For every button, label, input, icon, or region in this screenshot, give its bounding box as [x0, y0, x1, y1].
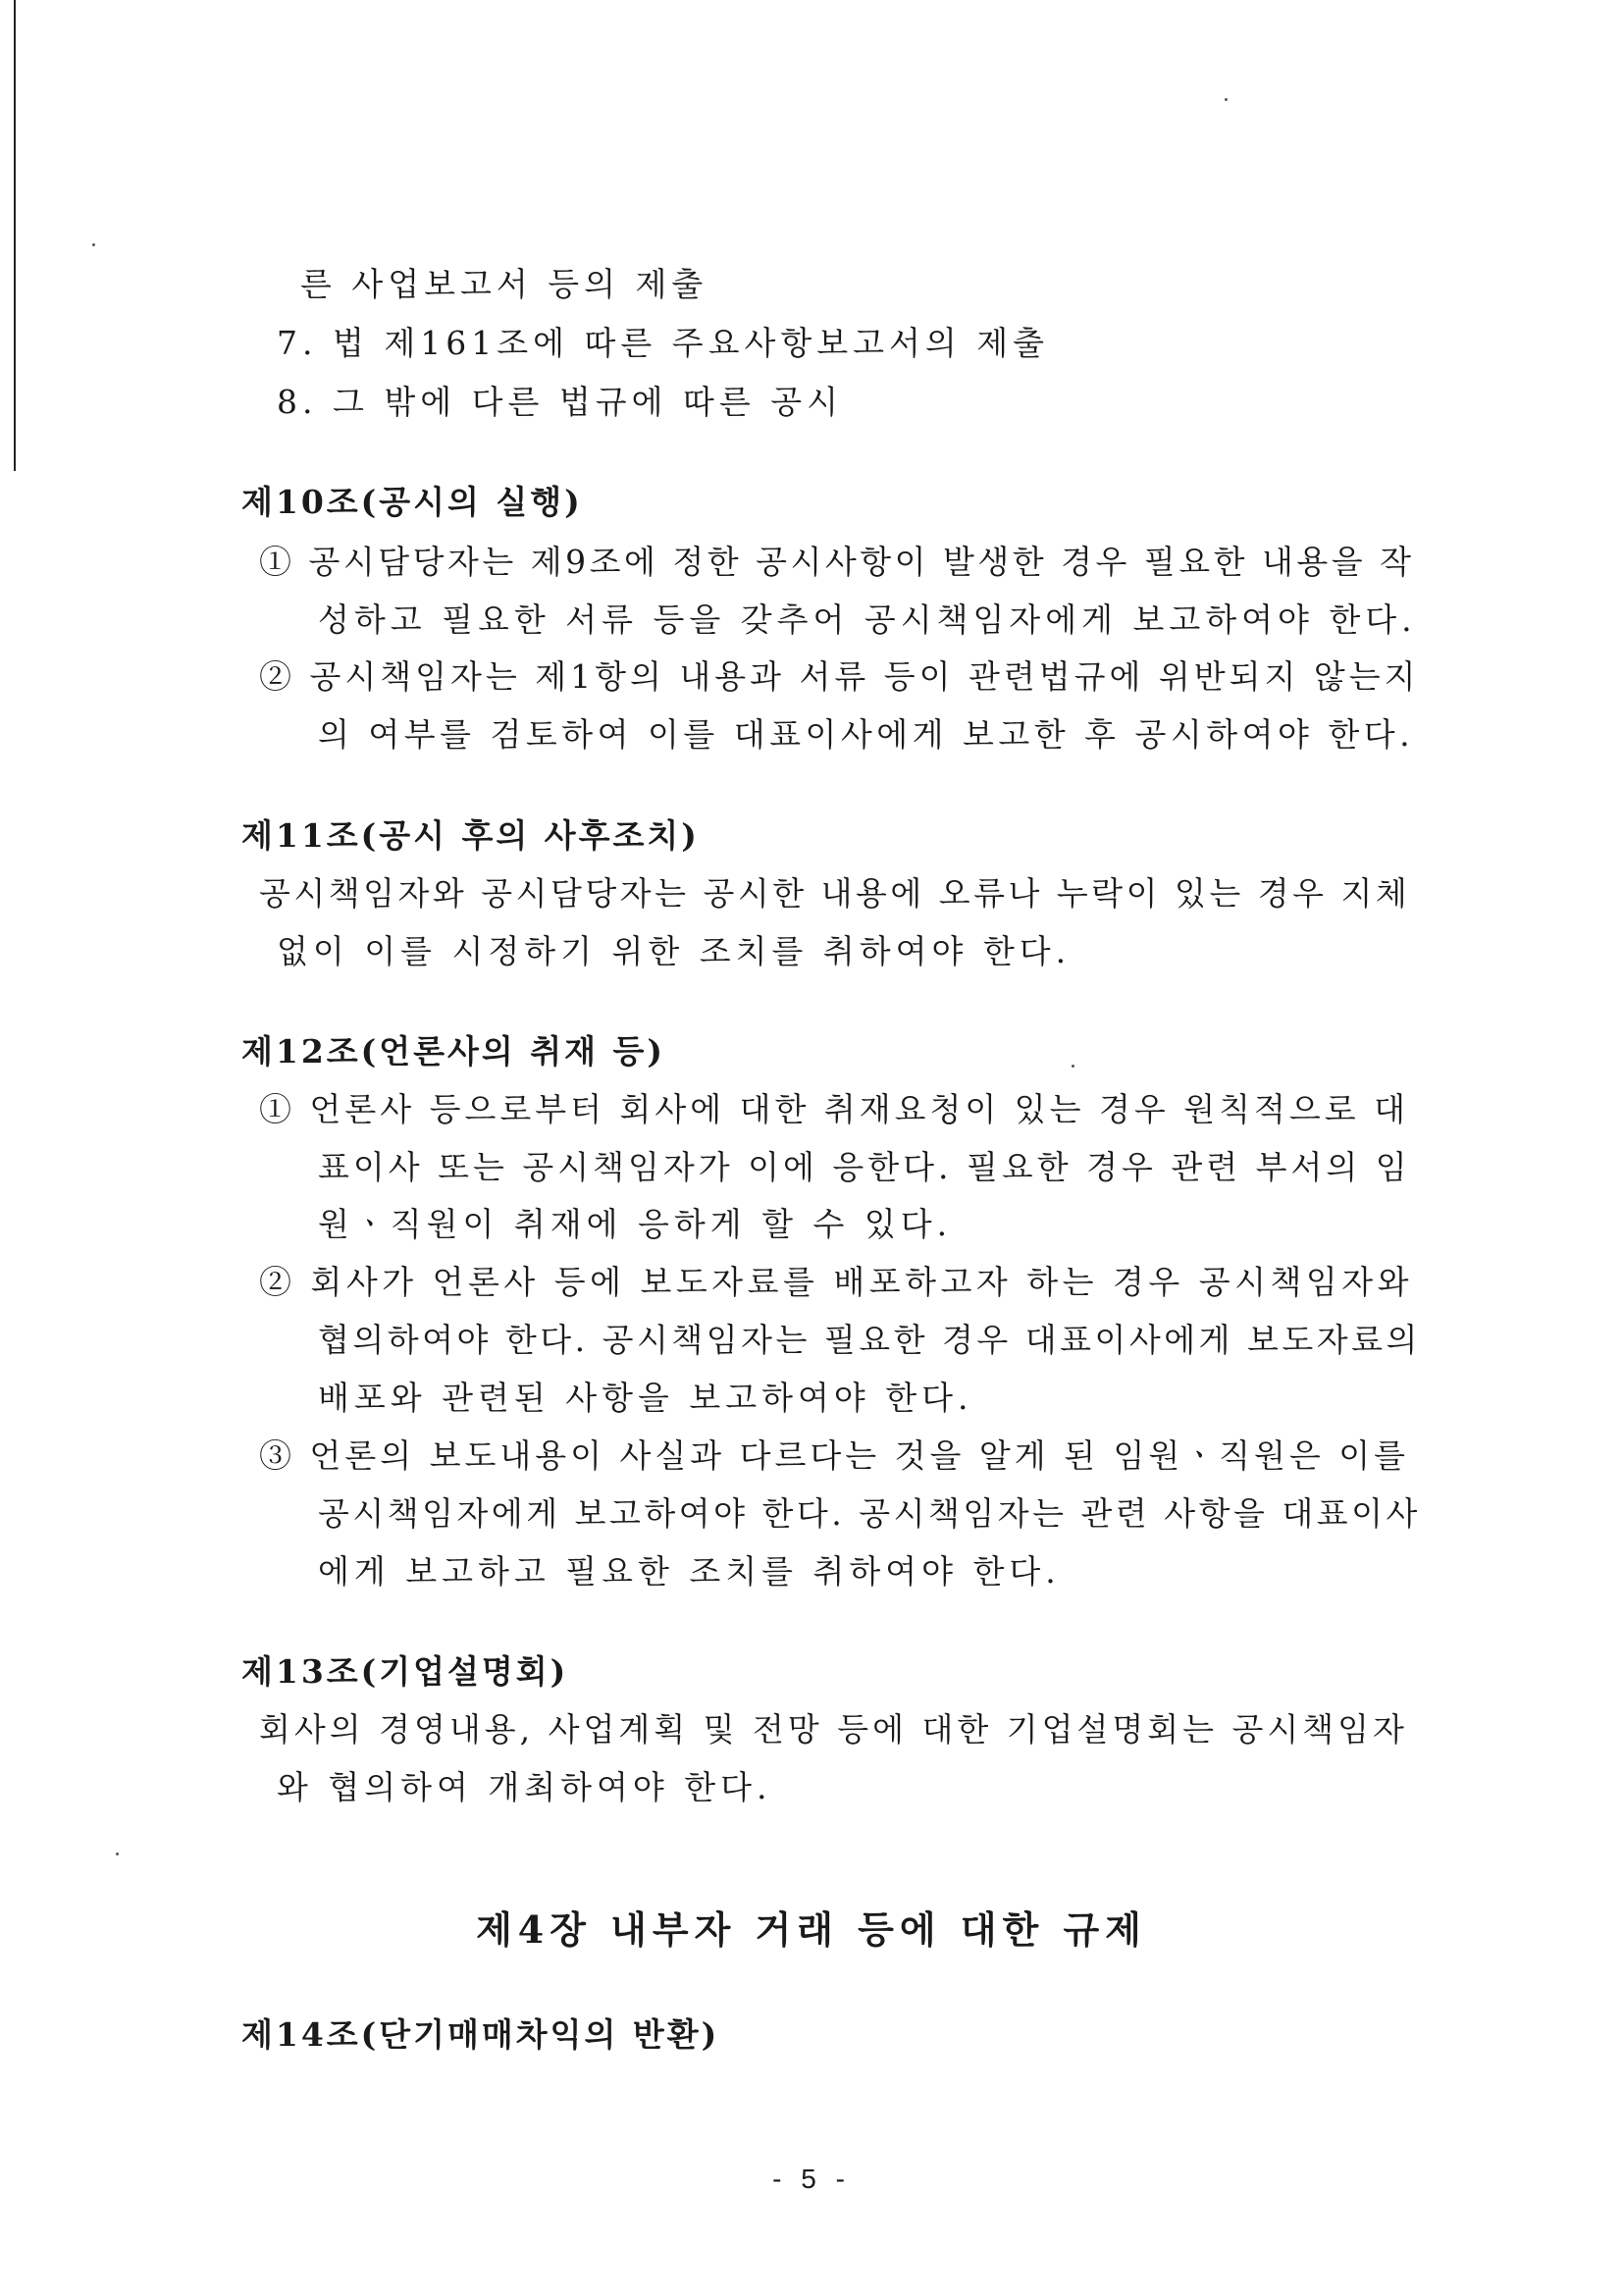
article-14-title: 제14조(단기매매차익의 반환) — [241, 2015, 720, 2054]
article-12-para-3-line-2: 공시책임자에게 보고하여야 한다. 공시책임자는 관련 사항을 대표이사 — [318, 1494, 1421, 1533]
article-11-title: 제11조(공시 후의 사후조치) — [241, 816, 700, 855]
article-12-para-1-line-3: 원ㆍ직원이 취재에 응하게 할 수 있다. — [318, 1205, 953, 1243]
article-10-title: 제10조(공시의 실행) — [241, 483, 583, 521]
article-12-title: 제12조(언론사의 취재 등) — [241, 1032, 666, 1070]
article-12-para-1-line-1: ① 언론사 등으로부터 회사에 대한 취재요청이 있는 경우 원칙적으로 대 — [259, 1090, 1409, 1128]
article-12-para-2-line-2: 협의하여야 한다. 공시책임자는 필요한 경우 대표이사에게 보도자료의 — [318, 1321, 1421, 1359]
article-12-para-2-line-1: ② 회사가 언론사 등에 보도자료를 배포하고자 하는 경우 공시책임자와 — [259, 1263, 1414, 1301]
article-12-para-3-line-3: 에게 보고하고 필요한 조치를 취하여야 한다. — [318, 1552, 1061, 1591]
list-item-continued: 른 사업보고서 등의 제출 — [300, 265, 708, 303]
article-10-para-2-line-2: 의 여부를 검토하여 이를 대표이사에게 보고한 후 공시하여야 한다. — [318, 715, 1415, 754]
scan-speck — [116, 1852, 119, 1855]
article-12-para-2-line-3: 배포와 관련된 사항을 보고하여야 한다. — [318, 1379, 973, 1417]
scan-speck — [92, 243, 95, 246]
scan-speck — [1072, 1065, 1074, 1068]
chapter-4-heading: 제4장 내부자 거래 등에 대한 규제 — [476, 1907, 1147, 1952]
page-number: - 5 - — [772, 2164, 851, 2194]
article-10-para-1-line-2: 성하고 필요한 서류 등을 갖추어 공시책임자에게 보고하여야 한다. — [318, 600, 1417, 639]
article-13-title: 제13조(기업설명회) — [241, 1652, 569, 1691]
scan-speck — [1225, 98, 1228, 101]
article-13-body-line-2: 와 협의하여 개최하여야 한다. — [277, 1768, 772, 1806]
article-10-para-1-line-1: ① 공시담당자는 제9조에 정한 공시사항이 발생한 경우 필요한 내용을 작 — [259, 543, 1415, 581]
list-item-8: 8. 그 밖에 다른 법규에 따른 공시 — [277, 383, 843, 421]
article-13-body-line-1: 회사의 경영내용, 사업계획 및 전망 등에 대한 기업설명회는 공시책임자 — [259, 1710, 1408, 1748]
list-item-7: 7. 법 제161조에 따른 주요사항보고서의 제출 — [277, 324, 1049, 362]
article-11-body-line-1: 공시책임자와 공시담당자는 공시한 내용에 오류나 누락이 있는 경우 지체 — [259, 874, 1411, 913]
article-10-para-2-line-1: ② 공시책임자는 제1항의 내용과 서류 등이 관련법규에 위반되지 않는지 — [259, 657, 1420, 696]
scan-edge-line — [14, 0, 16, 471]
article-12-para-3-line-1: ③ 언론의 보도내용이 사실과 다르다는 것을 알게 된 임원ㆍ직원은 이를 — [259, 1436, 1409, 1475]
article-11-body-line-2: 없이 이를 시정하기 위한 조치를 취하여야 한다. — [277, 932, 1072, 970]
article-12-para-1-line-2: 표이사 또는 공시책임자가 이에 응한다. 필요한 경우 관련 부서의 임 — [318, 1148, 1411, 1186]
